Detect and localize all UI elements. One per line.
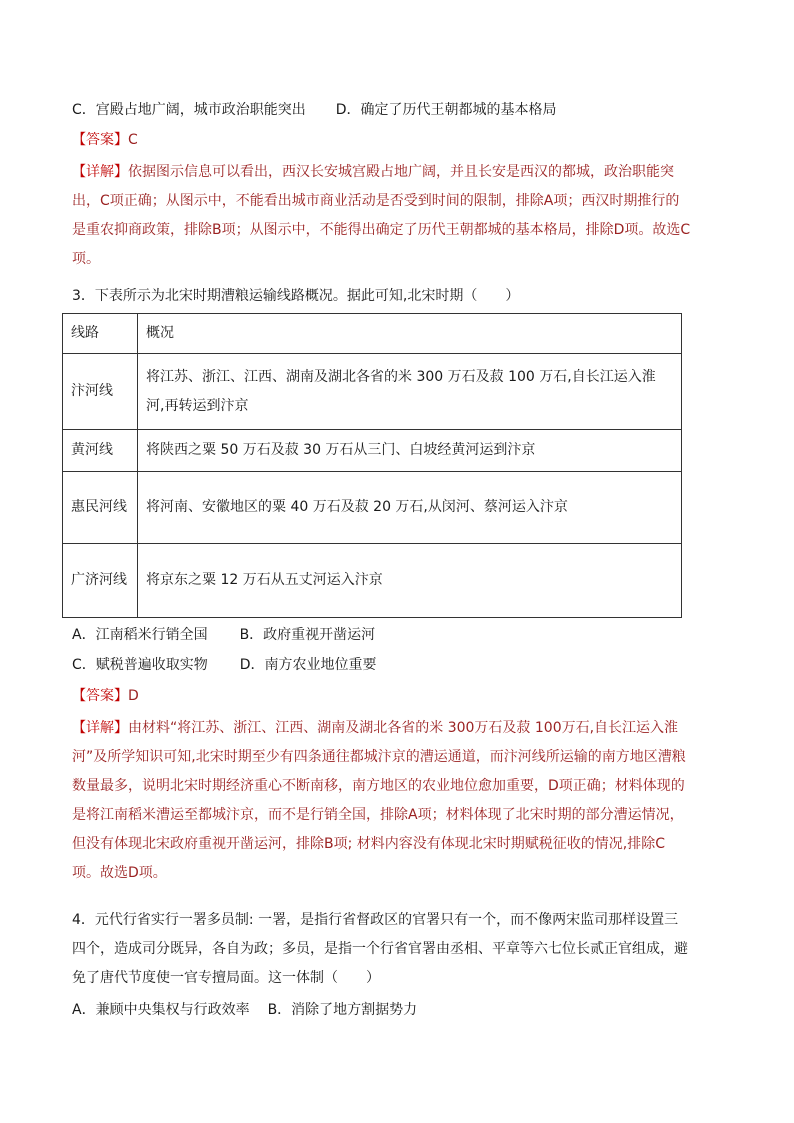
answer-tag: 【答案】 xyxy=(72,132,128,148)
q4-options-row xyxy=(72,1000,417,1020)
q3-option-d: D．南方农业地位重要 xyxy=(239,657,377,673)
explain-text: 由材料“将江苏、浙江、江西、湖南及湖北各省的米 300万石及菽 100万石,自长江运入淮河”及所学知识可知,北宋时期至少有四条通往都城汴京的漕运通道，而汴河线所运输的南方地区漕粮数量最多，说明北宋时期经济重心不断南移，南方地区的农业地位愈加重要，D项正确；材料体现的是将江南稻米漕运至都城汴京，而不是行销全国，排除A项；材料体现了北宋时期的部分漕运情况，但没有体现北宋政府重视开凿运河，排除B项; 材料内容没有体现北宋时期赋税征收的情况,排除C项。故选D项。 xyxy=(72,720,686,881)
answer-value: C xyxy=(128,132,138,148)
q2-option-c: C．宫殿占地广阔，城市政治职能突出 xyxy=(72,102,306,118)
q3-option-b: B．政府重视开凿运河 xyxy=(239,627,376,643)
table-cell-route: 黄河线 xyxy=(63,430,138,472)
table-row xyxy=(63,544,682,618)
table-header-row xyxy=(63,314,682,354)
q4-stem: 4．元代行省实行一署多员制: 一署，是指行省督政区的官署只有一个，而不像两宋监司那样设置三四个，造成司分既异，各自为政；多员，是指一个行省官署由丞相、平章等六七位长贰正官组成，避免了唐代节度使一官专擅局面。这一体制（ ） xyxy=(72,912,688,986)
answer-value: D xyxy=(128,688,139,704)
table-row xyxy=(63,472,682,544)
table-cell-route: 广济河线 xyxy=(63,544,138,618)
q3-options-row-1 xyxy=(72,625,375,645)
explain-tag: 【详解】 xyxy=(72,164,128,180)
answer-tag: 【答案】 xyxy=(72,688,128,704)
q3-explanation xyxy=(72,714,692,888)
table-header-cell: 概况 xyxy=(138,314,682,354)
q3-option-a: A．江南稻米行销全国 xyxy=(72,627,208,643)
explain-tag: 【详解】 xyxy=(72,720,128,736)
q3-answer xyxy=(72,686,139,706)
q2-options-row xyxy=(72,100,557,120)
q2-option-d: D．确定了历代王朝都城的基本格局 xyxy=(335,102,557,118)
table-header-cell: 线路 xyxy=(63,314,138,354)
q2-explanation xyxy=(72,158,692,274)
q4-option-a: A．兼顾中央集权与行政效率 xyxy=(72,1002,250,1018)
table-cell-desc: 将陕西之粟 50 万石及菽 30 万石从三门、白坡经黄河运到汴京 xyxy=(138,430,682,472)
table-cell-desc: 将江苏、浙江、江西、湖南及湖北各省的米 300 万石及菽 100 万石,自长江运入淮河,再转运到汴京 xyxy=(138,354,682,430)
table-row xyxy=(63,430,682,472)
q3-options-row-2 xyxy=(72,655,377,675)
table-row xyxy=(63,354,682,430)
table-cell-route: 汴河线 xyxy=(63,354,138,430)
q3-table xyxy=(62,313,682,618)
table-cell-route: 惠民河线 xyxy=(63,472,138,544)
table-cell-desc: 将京东之粟 12 万石从五丈河运入汴京 xyxy=(138,544,682,618)
q3-option-c: C．赋税普遍收取实物 xyxy=(72,657,208,673)
q3-stem: 3．下表所示为北宋时期漕粮运输线路概况。据此可知,北宋时期（ ） xyxy=(72,288,520,304)
q2-answer xyxy=(72,130,138,150)
explain-text: 依据图示信息可以看出，西汉长安城宫殿占地广阔，并且长安是西汉的都城，政治职能突出，C项正确；从图示中，不能看出城市商业活动是否受到时间的限制，排除A项；西汉时期推行的是重农抑商政策，排除B项；从图示中，不能得出确定了历代王朝都城的基本格局，排除D项。故选C项。 xyxy=(72,164,691,267)
q4-option-b: B．消除了地方割据势力 xyxy=(267,1002,418,1018)
table-cell-desc: 将河南、安徽地区的粟 40 万石及菽 20 万石,从闵河、蔡河运入汴京 xyxy=(138,472,682,544)
